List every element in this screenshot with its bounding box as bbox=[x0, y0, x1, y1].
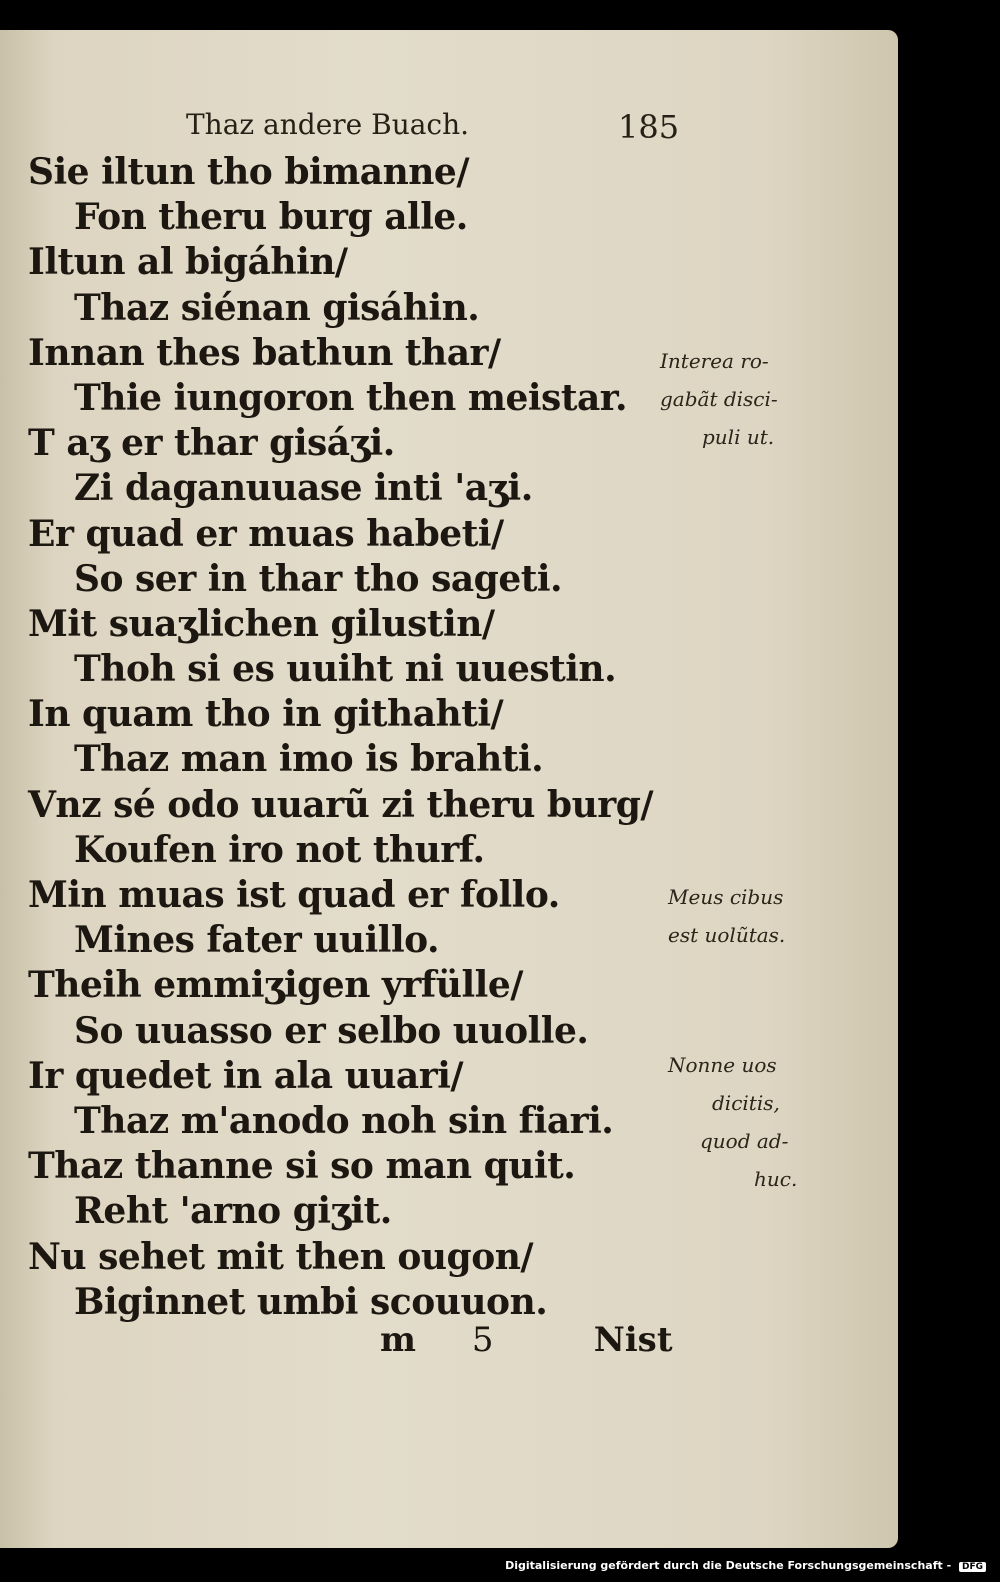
margin-note-3 bbox=[668, 1046, 797, 1198]
page-number: 185 bbox=[618, 108, 680, 146]
verse-line: Thaz thanne si so man quit. bbox=[28, 1145, 576, 1188]
verse-line: Er quad er muas habeti/ bbox=[28, 512, 504, 555]
margin-note-line: Nonne uos bbox=[668, 1053, 777, 1077]
digitization-credit bbox=[505, 1559, 986, 1572]
verse-line: Mit suaʒlichen gilustin/ bbox=[28, 602, 495, 645]
verse-line: So ser in thar tho sageti. bbox=[74, 557, 563, 600]
verse-line: Min muas ist quad er follo. bbox=[28, 874, 560, 916]
verse-line: T aʒ er thar gisáʒi. bbox=[28, 422, 395, 465]
verse-line: Iltun al bigáhin/ bbox=[28, 241, 348, 284]
catchword: Nist bbox=[593, 1320, 673, 1360]
margin-note-line: est uolũtas. bbox=[668, 923, 786, 947]
margin-note-line: Interea ro- bbox=[660, 349, 769, 373]
margin-note-2 bbox=[668, 878, 785, 954]
margin-note-line: quod ad- bbox=[700, 1129, 789, 1153]
verse-line: Nu sehet mit then ougon/ bbox=[28, 1235, 534, 1278]
verse-line: Biginnet umbi scouuon. bbox=[74, 1280, 548, 1323]
verse-line: Thaz m'anodo noh sin fiari. bbox=[74, 1099, 614, 1142]
credit-text: Digitalisierung gefördert durch die Deutsche Forschungsgemeinschaft - bbox=[505, 1559, 952, 1572]
verse-line: Thaz siénan gisáhin. bbox=[74, 286, 480, 329]
verse-line: Sie iltun tho bimanne/ bbox=[28, 151, 469, 193]
verse-line: So uuasso er selbo uuolle. bbox=[74, 1009, 589, 1052]
running-head: Thaz andere Buach. bbox=[186, 108, 470, 141]
verse-line: Ir quedet in ala uuari/ bbox=[28, 1054, 464, 1097]
signature-line bbox=[380, 1320, 673, 1360]
verse-line: Koufen iro not thurf. bbox=[74, 828, 485, 871]
verse-text bbox=[28, 150, 668, 1325]
margin-note-line: gabãt disci- bbox=[660, 387, 778, 411]
verse-line: Zi daganuuase inti 'aʒi. bbox=[74, 467, 533, 510]
verse-line: Theih emmiʒigen yrfülle/ bbox=[28, 964, 523, 1007]
verse-line: Vnz sé odo uuarũ zi theru burg/ bbox=[28, 783, 654, 826]
verse-line: Reht 'arno giʒit. bbox=[74, 1190, 392, 1233]
verse-line: Innan thes bathun thar/ bbox=[28, 331, 501, 374]
book-page bbox=[0, 30, 898, 1548]
verse-line: In quam tho in githahti/ bbox=[28, 693, 504, 736]
verse-line: Mines fater uuillo. bbox=[74, 919, 440, 962]
signature-number: 5 bbox=[471, 1320, 494, 1360]
verse-line: Thoh si es uuiht ni uuestin. bbox=[74, 648, 617, 691]
verse-line: Thaz man imo is brahti. bbox=[74, 738, 544, 781]
verse-line: Thie iungoron then meistar. bbox=[74, 376, 627, 419]
margin-note-line: huc. bbox=[754, 1167, 798, 1191]
margin-note-line: dicitis, bbox=[712, 1091, 780, 1115]
verse-line: Fon theru burg alle. bbox=[74, 196, 468, 239]
dfg-logo: DFG bbox=[959, 1562, 986, 1572]
margin-note-line: puli ut. bbox=[702, 425, 775, 449]
margin-note-line: Meus cibus bbox=[668, 885, 784, 909]
signature-mark: m bbox=[380, 1320, 416, 1360]
margin-note-1 bbox=[660, 342, 778, 456]
